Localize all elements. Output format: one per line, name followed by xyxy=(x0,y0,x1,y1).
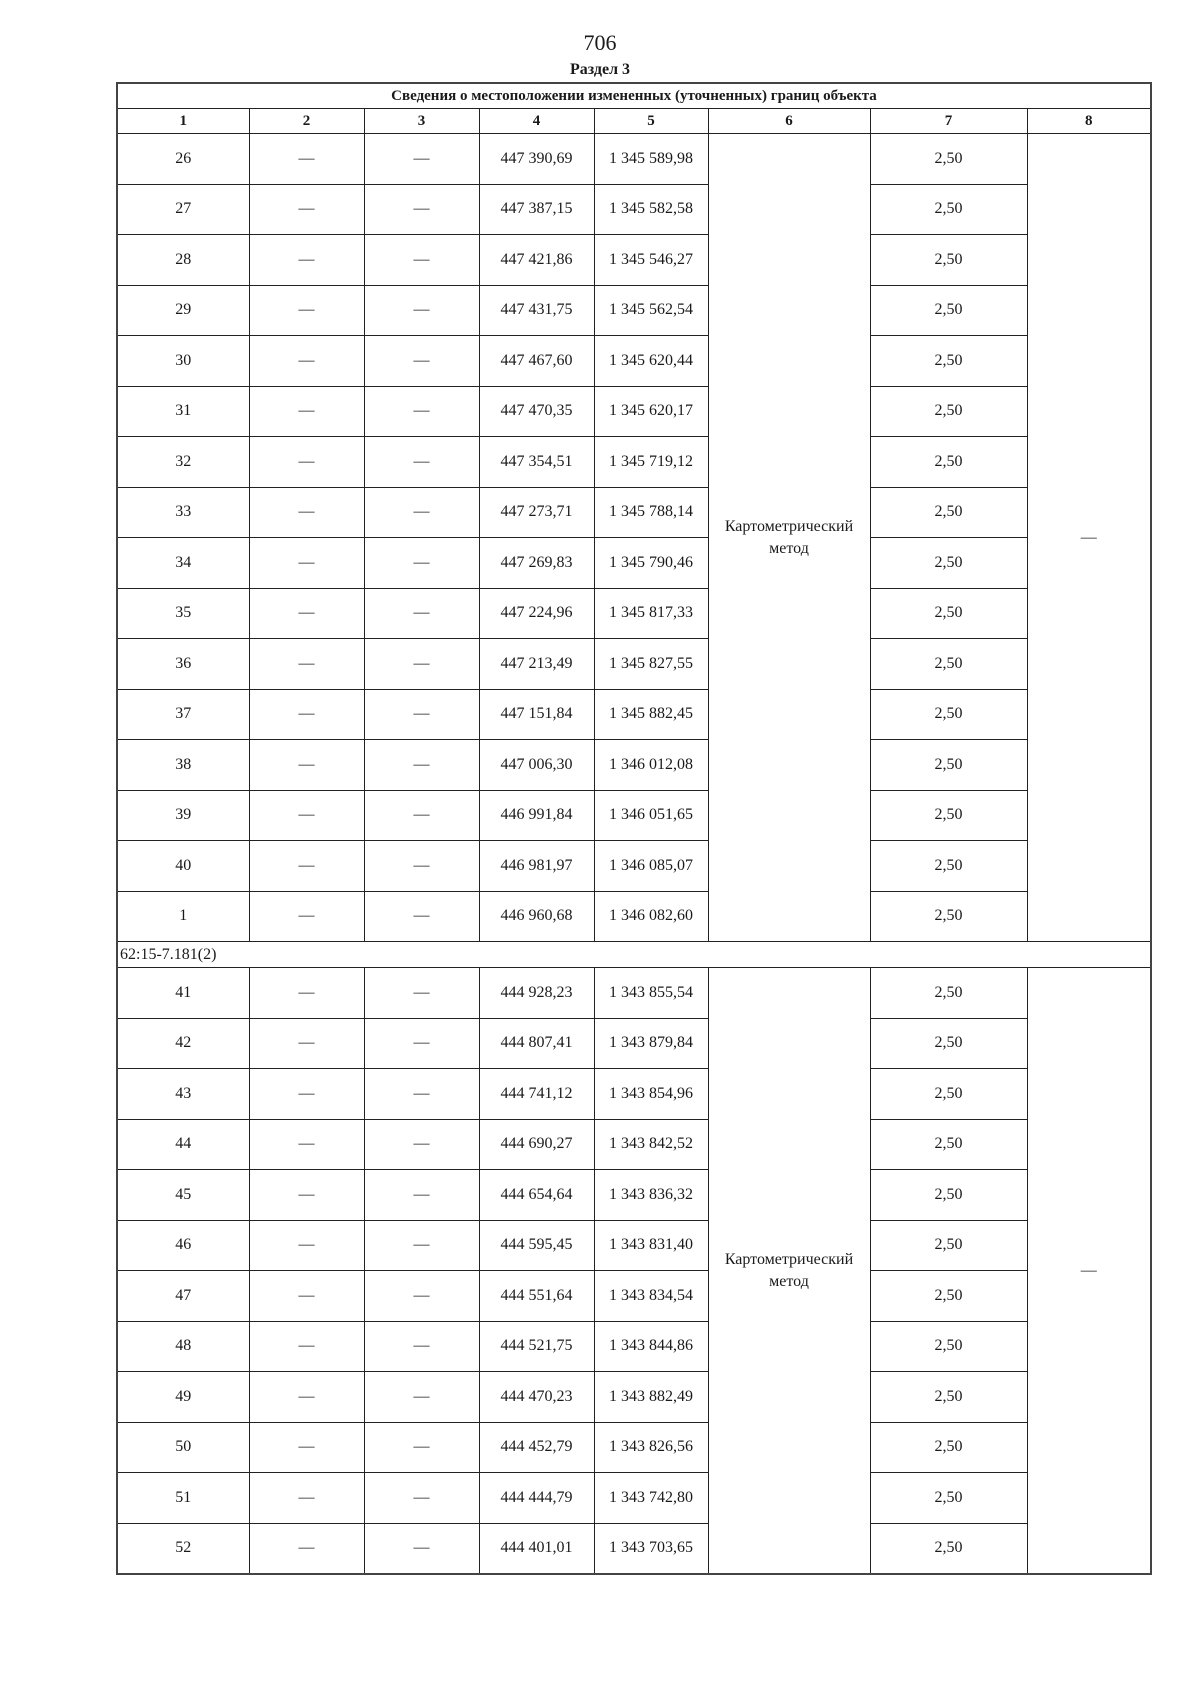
point-number-cell: 40 xyxy=(117,841,249,892)
x-coordinate-cell: 444 551,64 xyxy=(479,1271,594,1322)
point-number-cell: 49 xyxy=(117,1372,249,1423)
y-coordinate-cell: 1 343 844,86 xyxy=(594,1321,708,1372)
col2-cell: — xyxy=(249,184,364,235)
x-coordinate-cell: 444 807,41 xyxy=(479,1018,594,1069)
point-number-cell: 28 xyxy=(117,235,249,286)
col3-cell: — xyxy=(364,1473,479,1524)
point-number-cell: 41 xyxy=(117,968,249,1019)
x-coordinate-cell: 446 960,68 xyxy=(479,891,594,942)
col2-cell: — xyxy=(249,740,364,791)
point-number-cell: 47 xyxy=(117,1271,249,1322)
x-coordinate-cell: 444 452,79 xyxy=(479,1422,594,1473)
point-number-cell: 43 xyxy=(117,1069,249,1120)
table-caption: Сведения о местоположении измененных (уточненных) границ объекта xyxy=(117,83,1151,109)
column-number-6: 6 xyxy=(708,109,870,134)
table-row xyxy=(117,639,1151,690)
accuracy-cell: 2,50 xyxy=(870,184,1027,235)
col2-cell: — xyxy=(249,639,364,690)
y-coordinate-cell: 1 345 827,55 xyxy=(594,639,708,690)
table-row xyxy=(117,487,1151,538)
y-coordinate-cell: 1 345 582,58 xyxy=(594,184,708,235)
table-row xyxy=(117,790,1151,841)
accuracy-cell: 2,50 xyxy=(870,1170,1027,1221)
col2-cell: — xyxy=(249,689,364,740)
table-row xyxy=(117,1220,1151,1271)
y-coordinate-cell: 1 343 854,96 xyxy=(594,1069,708,1120)
table-row xyxy=(117,1422,1151,1473)
col2-cell: — xyxy=(249,134,364,185)
accuracy-cell: 2,50 xyxy=(870,336,1027,387)
col3-cell: — xyxy=(364,1170,479,1221)
x-coordinate-cell: 447 421,86 xyxy=(479,235,594,286)
point-number-cell: 36 xyxy=(117,639,249,690)
table-row xyxy=(117,1321,1151,1372)
accuracy-cell: 2,50 xyxy=(870,1523,1027,1574)
y-coordinate-cell: 1 343 834,54 xyxy=(594,1271,708,1322)
x-coordinate-cell: 447 387,15 xyxy=(479,184,594,235)
table-row xyxy=(117,689,1151,740)
y-coordinate-cell: 1 345 882,45 xyxy=(594,689,708,740)
table-row xyxy=(117,235,1151,286)
accuracy-cell: 2,50 xyxy=(870,790,1027,841)
table-row xyxy=(117,841,1151,892)
point-number-cell: 35 xyxy=(117,588,249,639)
accuracy-cell: 2,50 xyxy=(870,588,1027,639)
col3-cell: — xyxy=(364,1523,479,1574)
y-coordinate-cell: 1 345 589,98 xyxy=(594,134,708,185)
col3-cell: — xyxy=(364,841,479,892)
col3-cell: — xyxy=(364,184,479,235)
table-row xyxy=(117,588,1151,639)
col3-cell: — xyxy=(364,588,479,639)
col8-cell: — xyxy=(1027,134,1151,942)
x-coordinate-cell: 447 354,51 xyxy=(479,437,594,488)
col3-cell: — xyxy=(364,790,479,841)
col3-cell: — xyxy=(364,437,479,488)
x-coordinate-cell: 447 213,49 xyxy=(479,639,594,690)
col3-cell: — xyxy=(364,1372,479,1423)
y-coordinate-cell: 1 345 620,44 xyxy=(594,336,708,387)
x-coordinate-cell: 444 595,45 xyxy=(479,1220,594,1271)
point-number-cell: 32 xyxy=(117,437,249,488)
section-title: Раздел 3 xyxy=(569,61,631,78)
col2-cell: — xyxy=(249,285,364,336)
table-row xyxy=(117,968,1151,1019)
x-coordinate-cell: 447 224,96 xyxy=(479,588,594,639)
point-number-cell: 31 xyxy=(117,386,249,437)
accuracy-cell: 2,50 xyxy=(870,437,1027,488)
col3-cell: — xyxy=(364,1220,479,1271)
x-coordinate-cell: 447 269,83 xyxy=(479,538,594,589)
table-row xyxy=(117,134,1151,185)
point-number-cell: 26 xyxy=(117,134,249,185)
coordinates-table xyxy=(116,82,1152,1575)
table-row xyxy=(117,740,1151,791)
col3-cell: — xyxy=(364,285,479,336)
col3-cell: — xyxy=(364,538,479,589)
col2-cell: — xyxy=(249,538,364,589)
col3-cell: — xyxy=(364,639,479,690)
page-number: 706 xyxy=(583,30,617,55)
point-number-cell: 37 xyxy=(117,689,249,740)
col2-cell: — xyxy=(249,487,364,538)
col3-cell: — xyxy=(364,1018,479,1069)
accuracy-cell: 2,50 xyxy=(870,134,1027,185)
col2-cell: — xyxy=(249,1220,364,1271)
x-coordinate-cell: 447 151,84 xyxy=(479,689,594,740)
accuracy-cell: 2,50 xyxy=(870,1018,1027,1069)
col2-cell: — xyxy=(249,1018,364,1069)
col3-cell: — xyxy=(364,235,479,286)
col2-cell: — xyxy=(249,1069,364,1120)
point-number-cell: 52 xyxy=(117,1523,249,1574)
col2-cell: — xyxy=(249,841,364,892)
table-row xyxy=(117,1069,1151,1120)
x-coordinate-cell: 447 470,35 xyxy=(479,386,594,437)
point-number-cell: 42 xyxy=(117,1018,249,1069)
accuracy-cell: 2,50 xyxy=(870,386,1027,437)
table-row xyxy=(117,1170,1151,1221)
accuracy-cell: 2,50 xyxy=(870,487,1027,538)
y-coordinate-cell: 1 343 831,40 xyxy=(594,1220,708,1271)
point-number-cell: 1 xyxy=(117,891,249,942)
col2-cell: — xyxy=(249,235,364,286)
section-label: 62:15-7.181(2) xyxy=(117,942,1151,968)
x-coordinate-cell: 447 273,71 xyxy=(479,487,594,538)
col3-cell: — xyxy=(364,689,479,740)
accuracy-cell: 2,50 xyxy=(870,891,1027,942)
col2-cell: — xyxy=(249,891,364,942)
x-coordinate-cell: 447 431,75 xyxy=(479,285,594,336)
table-row xyxy=(117,1018,1151,1069)
column-number-3: 3 xyxy=(364,109,479,134)
col3-cell: — xyxy=(364,336,479,387)
point-number-cell: 30 xyxy=(117,336,249,387)
point-number-cell: 29 xyxy=(117,285,249,336)
accuracy-cell: 2,50 xyxy=(870,639,1027,690)
col2-cell: — xyxy=(249,1170,364,1221)
col3-cell: — xyxy=(364,740,479,791)
accuracy-cell: 2,50 xyxy=(870,841,1027,892)
col2-cell: — xyxy=(249,1372,364,1423)
col3-cell: — xyxy=(364,1422,479,1473)
y-coordinate-cell: 1 346 082,60 xyxy=(594,891,708,942)
section-label-row xyxy=(117,942,1151,968)
table-row xyxy=(117,1473,1151,1524)
x-coordinate-cell: 444 654,64 xyxy=(479,1170,594,1221)
y-coordinate-cell: 1 343 826,56 xyxy=(594,1422,708,1473)
table-row xyxy=(117,285,1151,336)
accuracy-cell: 2,50 xyxy=(870,1473,1027,1524)
x-coordinate-cell: 447 006,30 xyxy=(479,740,594,791)
col3-cell: — xyxy=(364,386,479,437)
y-coordinate-cell: 1 343 742,80 xyxy=(594,1473,708,1524)
column-number-4: 4 xyxy=(479,109,594,134)
col3-cell: — xyxy=(364,1271,479,1322)
y-coordinate-cell: 1 346 012,08 xyxy=(594,740,708,791)
col2-cell: — xyxy=(249,588,364,639)
y-coordinate-cell: 1 345 620,17 xyxy=(594,386,708,437)
accuracy-cell: 2,50 xyxy=(870,740,1027,791)
point-number-cell: 27 xyxy=(117,184,249,235)
table-row xyxy=(117,336,1151,387)
accuracy-cell: 2,50 xyxy=(870,1422,1027,1473)
accuracy-cell: 2,50 xyxy=(870,1119,1027,1170)
y-coordinate-cell: 1 345 817,33 xyxy=(594,588,708,639)
col3-cell: — xyxy=(364,487,479,538)
col3-cell: — xyxy=(364,891,479,942)
point-number-cell: 39 xyxy=(117,790,249,841)
x-coordinate-cell: 444 401,01 xyxy=(479,1523,594,1574)
col3-cell: — xyxy=(364,134,479,185)
col2-cell: — xyxy=(249,968,364,1019)
accuracy-cell: 2,50 xyxy=(870,285,1027,336)
x-coordinate-cell: 446 991,84 xyxy=(479,790,594,841)
column-number-8: 8 xyxy=(1027,109,1151,134)
y-coordinate-cell: 1 343 842,52 xyxy=(594,1119,708,1170)
y-coordinate-cell: 1 345 562,54 xyxy=(594,285,708,336)
x-coordinate-cell: 444 690,27 xyxy=(479,1119,594,1170)
table-row xyxy=(117,184,1151,235)
method-cell: Картометрический метод xyxy=(708,968,870,1575)
y-coordinate-cell: 1 346 051,65 xyxy=(594,790,708,841)
col2-cell: — xyxy=(249,1422,364,1473)
x-coordinate-cell: 447 467,60 xyxy=(479,336,594,387)
x-coordinate-cell: 444 928,23 xyxy=(479,968,594,1019)
x-coordinate-cell: 447 390,69 xyxy=(479,134,594,185)
col2-cell: — xyxy=(249,1523,364,1574)
y-coordinate-cell: 1 343 882,49 xyxy=(594,1372,708,1423)
point-number-cell: 34 xyxy=(117,538,249,589)
column-number-7: 7 xyxy=(870,109,1027,134)
accuracy-cell: 2,50 xyxy=(870,235,1027,286)
y-coordinate-cell: 1 343 703,65 xyxy=(594,1523,708,1574)
x-coordinate-cell: 444 444,79 xyxy=(479,1473,594,1524)
point-number-cell: 46 xyxy=(117,1220,249,1271)
col3-cell: — xyxy=(364,1069,479,1120)
table-row xyxy=(117,1271,1151,1322)
column-number-1: 1 xyxy=(117,109,249,134)
x-coordinate-cell: 444 521,75 xyxy=(479,1321,594,1372)
accuracy-cell: 2,50 xyxy=(870,1271,1027,1322)
col3-cell: — xyxy=(364,1321,479,1372)
col2-cell: — xyxy=(249,1473,364,1524)
point-number-cell: 50 xyxy=(117,1422,249,1473)
table-row xyxy=(117,891,1151,942)
point-number-cell: 45 xyxy=(117,1170,249,1221)
table-row xyxy=(117,1119,1151,1170)
column-numbers-row xyxy=(117,109,1151,134)
y-coordinate-cell: 1 345 788,14 xyxy=(594,487,708,538)
col2-cell: — xyxy=(249,1271,364,1322)
col2-cell: — xyxy=(249,1119,364,1170)
accuracy-cell: 2,50 xyxy=(870,968,1027,1019)
table-row xyxy=(117,437,1151,488)
x-coordinate-cell: 444 741,12 xyxy=(479,1069,594,1120)
accuracy-cell: 2,50 xyxy=(870,1321,1027,1372)
col3-cell: — xyxy=(364,968,479,1019)
accuracy-cell: 2,50 xyxy=(870,1069,1027,1120)
col2-cell: — xyxy=(249,790,364,841)
table-caption-row xyxy=(117,83,1151,109)
y-coordinate-cell: 1 343 855,54 xyxy=(594,968,708,1019)
point-number-cell: 44 xyxy=(117,1119,249,1170)
y-coordinate-cell: 1 345 790,46 xyxy=(594,538,708,589)
col2-cell: — xyxy=(249,336,364,387)
y-coordinate-cell: 1 343 879,84 xyxy=(594,1018,708,1069)
x-coordinate-cell: 446 981,97 xyxy=(479,841,594,892)
method-cell: Картометрический метод xyxy=(708,134,870,942)
point-number-cell: 33 xyxy=(117,487,249,538)
accuracy-cell: 2,50 xyxy=(870,689,1027,740)
column-number-2: 2 xyxy=(249,109,364,134)
point-number-cell: 48 xyxy=(117,1321,249,1372)
point-number-cell: 51 xyxy=(117,1473,249,1524)
y-coordinate-cell: 1 345 719,12 xyxy=(594,437,708,488)
y-coordinate-cell: 1 343 836,32 xyxy=(594,1170,708,1221)
accuracy-cell: 2,50 xyxy=(870,538,1027,589)
column-number-5: 5 xyxy=(594,109,708,134)
x-coordinate-cell: 444 470,23 xyxy=(479,1372,594,1423)
table-row xyxy=(117,386,1151,437)
y-coordinate-cell: 1 345 546,27 xyxy=(594,235,708,286)
col3-cell: — xyxy=(364,1119,479,1170)
table-row xyxy=(117,1523,1151,1574)
col2-cell: — xyxy=(249,437,364,488)
accuracy-cell: 2,50 xyxy=(870,1372,1027,1423)
y-coordinate-cell: 1 346 085,07 xyxy=(594,841,708,892)
col8-cell: — xyxy=(1027,968,1151,1575)
table-row xyxy=(117,1372,1151,1423)
col2-cell: — xyxy=(249,386,364,437)
accuracy-cell: 2,50 xyxy=(870,1220,1027,1271)
col2-cell: — xyxy=(249,1321,364,1372)
point-number-cell: 38 xyxy=(117,740,249,791)
table-row xyxy=(117,538,1151,589)
